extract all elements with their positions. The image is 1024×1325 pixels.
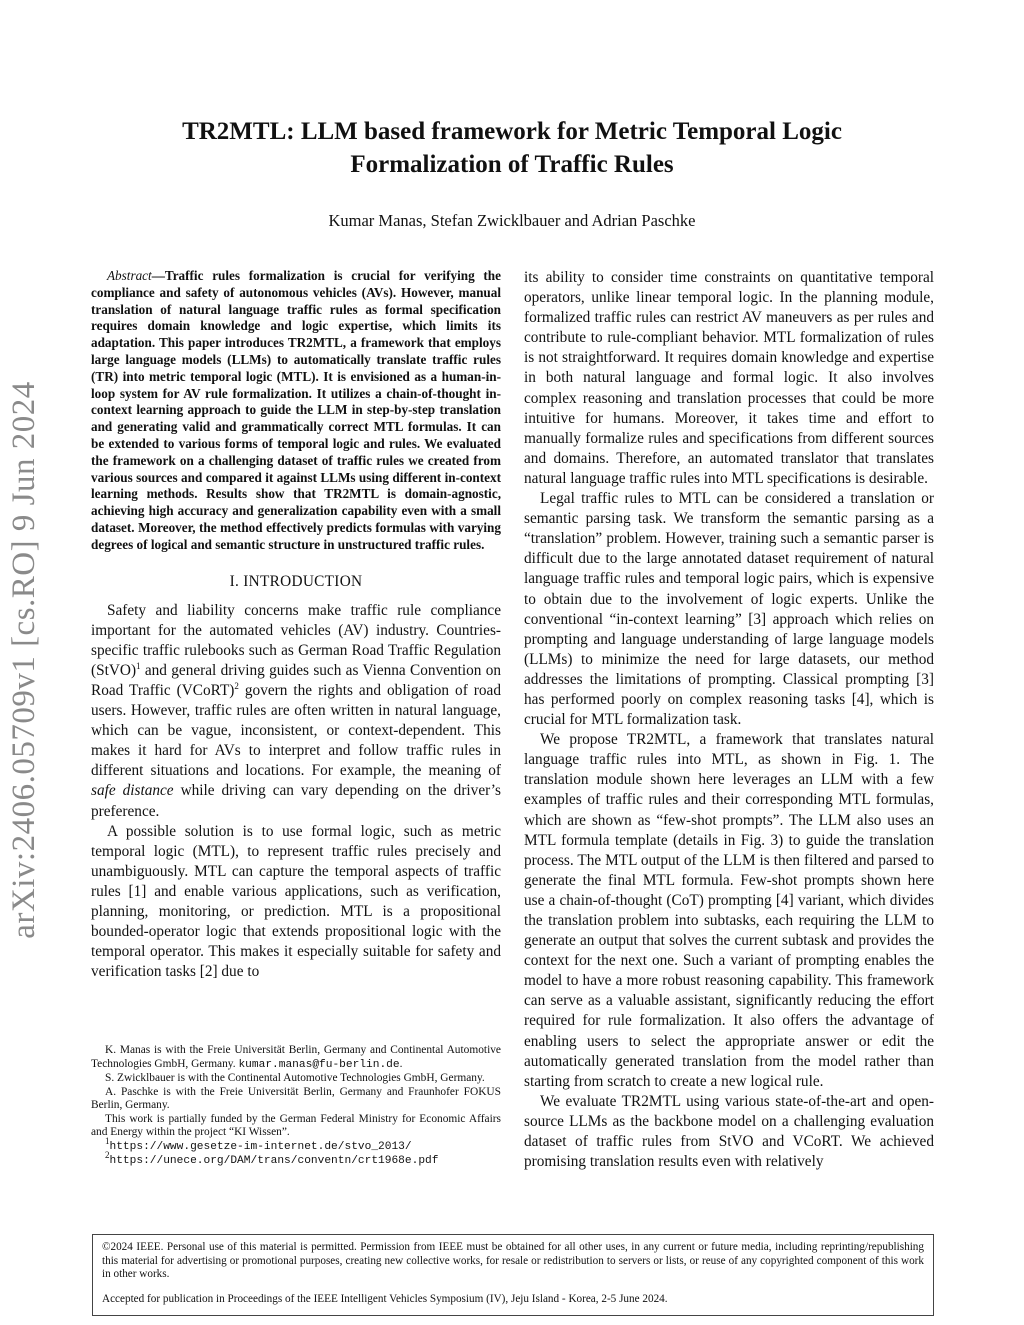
footnote-ref-2: 2 — [234, 680, 239, 691]
footnote-1 — [91, 1135, 501, 1155]
footnote-ref-1: 1 — [136, 660, 141, 671]
intro-paragraph-3: its ability to consider time constraints on quantitative temporal operators, unlike linear temporal logic. In the planning module, formalized traffic rules can restrict AV maneuvers as per rules and contribute to rule-compliant behavior. MTL formalization of rules is not straightforward. It requires domain knowledge and expertise in both natural language and formal logic. It also involves complex reasoning and translation processes that could be more intuitive for humans. Moreover, it takes time and effort to manually formalize rules and specifications from different sources and domains. Therefore, an automated translator that translates natural language traffic rules into MTL specifications is desirable. — [524, 269, 934, 487]
arxiv-identifier: arXiv:2406.05709v1 [cs.RO] 9 Jun 2024 — [6, 381, 42, 939]
intro-paragraph-5: We propose TR2MTL, a framework that translates natural language traffic rules into MTL, as shown in Fig. 1. The translation module shown here leverages an LLM with a few examples of traffic rules and their corresponding MTL formulas, which are shown as “few-shot prompts”. The LLM also uses an MTL formula template (details in Fig. 3) to guide the translation process. The MTL output of the LLM is then filtered and parsed to generate the final MTL formula. Few-shot prompts shown here use a chain-of-thought (CoT) prompting [4] variant, which divides the translation problem into subtasks, each requiring the LLM to generate an output that solves the current subtask and provides the context for the next one. Such a variant of prompting enables the model to have a more robust reasoning capability. This framework can serve as a valuable assistant, significantly reducing the effort required for rule formalization. It also offers the advantage of enabling users to select the appropriate answer or edit the automatically generated translation from the model rather than starting from scratch to create a new logical rule. — [524, 731, 934, 1090]
author-list: Kumar Manas, Stefan Zwicklbauer and Adrian Paschke — [328, 211, 696, 230]
footnote-1-link[interactable]: https://www.gesetze-im-internet.de/stvo_2013/ — [109, 1140, 412, 1153]
paper-title — [100, 115, 924, 181]
affiliation-manas-text: K. Manas is with the Freie Universität Berlin, Germany and Continental Automotive Technologies GmbH, Germany. — [91, 1044, 501, 1070]
intro-p1-text-d: while driving can vary depending on the driver’s preference. — [91, 782, 501, 820]
intro-p1-text-c: govern the rights and obligation of road users. However, traffic rules are often written in natural language, which can be vague, inconsistent, or context-dependent. This makes it hard for AVs to interpret and follow traffic rules in different situations and locations. For example, the meaning of — [91, 682, 501, 780]
intro-p1-emphasis: safe distance — [91, 782, 174, 800]
footnote-2 — [91, 1150, 501, 1169]
copyright-notice-box — [92, 1234, 934, 1316]
intro-p1-text-a: Safety and liability concerns make traffic rule compliance important for the automated vehicles (AV) industry. Countries-specific traffic rulebooks such as German Road Traffic Regulation (StVO) — [91, 601, 501, 679]
right-column — [524, 268, 934, 1172]
abstract-text: Traffic rules formalization is crucial for verifying the compliance and safety of autonomous vehicles (AVs). However, manual translation of natural language traffic rules as formal specification requires domain knowledge and logic expertise, which limits its adaptation. This paper introduces TR2MTL, a framework that employs large language models (LLMs) to automatically translate traffic rules (TR) into metric temporal logic (MTL). It is envisioned as a human-in-loop system for AV rule formalization. It utilizes a chain-of-thought in-context learning approach to guide the LLM in step-by-step translation and generating valid and grammatically correct MTL formulas. It can be extended to various forms of temporal logic and rules. We evaluated the framework on a challenging dataset of traffic rules we created from various sources and compared it against LLMs using different in-context learning methods. Results show that TR2MTL is domain-agnostic, achieving high accuracy and generalization capability even with a small dataset. Moreover, the method effectively predicts formulas with varying degrees of logical and semantic structure in unstructured traffic rules. — [91, 268, 501, 552]
abstract — [91, 268, 501, 554]
affiliation-manas: K. Manas is with the Freie Universität Berlin, Germany and Continental Automotive Technologies GmbH, Germany. kumar.manas@fu-berlin.de. — [91, 1044, 501, 1071]
intro-paragraph-2: A possible solution is to use formal logic, such as metric temporal logic (MTL), to represent traffic rules precisely and unambiguously. MTL can capture the temporal aspects of traffic rules [1] and enable various applications, such as verification, planning, monitoring, or prediction. MTL is a propositional bounded-operator logic that extends propositional logic with the temporal operator. This makes it especially suitable for safety and verification tasks [2] due to — [91, 822, 501, 981]
title-line-2: Formalization of Traffic Rules — [350, 151, 674, 178]
intro-paragraph-4: Legal traffic rules to MTL can be considered a translation or semantic parsing task. We transform the semantic parsing as a “translation” problem. However, training such a semantic parser is difficult due to the large annotated dataset requirement of natural language traffic rules and temporal logic pairs, which is expensive to obtain due to the involvement of logic experts. Unlike the conventional “in-context learning” [3] approach which relies on prompting and language understanding of large language models (LLMs) to minimize the need for large datasets, our method addresses the limitations of prompting. Classical prompting [3] has performed poorly on complex reasoning tasks [4], which is crucial for MTL formalization task. — [524, 490, 934, 729]
intro-paragraph-1 — [91, 601, 501, 822]
footnote-2-marker: 2 — [105, 1150, 110, 1161]
title-line-1: TR2MTL: LLM based framework for Metric Temporal Logic — [182, 118, 842, 145]
intro-p1-text-b: and general driving guides such as Vienna Convention on Road Traffic (VCoRT) — [91, 661, 501, 700]
abstract-label: Abstract — [107, 268, 152, 283]
copyright-text: ©2024 IEEE. Personal use of this material is permitted. Permission from IEEE must be obtained for all other uses, in any current or future media, including reprinting/republishing this material for advertising or promotional purposes, creating new collective works, for resale or redistribution to servers or lists, or reuse of any copyrighted component of this work in other works. — [102, 1241, 924, 1281]
funding-note: This work is partially funded by the German Federal Ministry for Economic Affairs and Energy within the project “KI Wissen”. — [91, 1112, 501, 1138]
affiliation-paschke: A. Paschke is with the Freie Universität Berlin, Germany and Fraunhofer FOKUS Berlin, Germany. — [91, 1085, 501, 1111]
footnote-1-marker: 1 — [105, 1135, 110, 1146]
intro-paragraph-6: We evaluate TR2MTL using various state-of-the-art and open-source LLMs as the backbone model on a challenging evaluation dataset of traffic rules from StVO and VCoRT. We achieved promising translation results even with relatively — [524, 1092, 934, 1171]
abstract-dash: — — [151, 268, 165, 283]
left-column — [91, 268, 501, 982]
footnote-2-link[interactable]: https://unece.org/DAM/trans/conventn/crt1968e.pdf — [109, 1155, 439, 1167]
footnotes — [91, 1044, 501, 1169]
author-email-link[interactable]: kumar.manas@fu-berlin.de — [238, 1058, 400, 1071]
acceptance-note: Accepted for publication in Proceedings of the IEEE Intelligent Vehicles Symposium (IV), Jeju Island - Korea, 2-5 June 2024. — [102, 1292, 668, 1305]
affiliation-zwicklbauer: S. Zwicklbauer is with the Continental Automotive Technologies GmbH, Germany. — [105, 1072, 485, 1084]
section-heading-introduction: I. INTRODUCTION — [229, 572, 363, 590]
